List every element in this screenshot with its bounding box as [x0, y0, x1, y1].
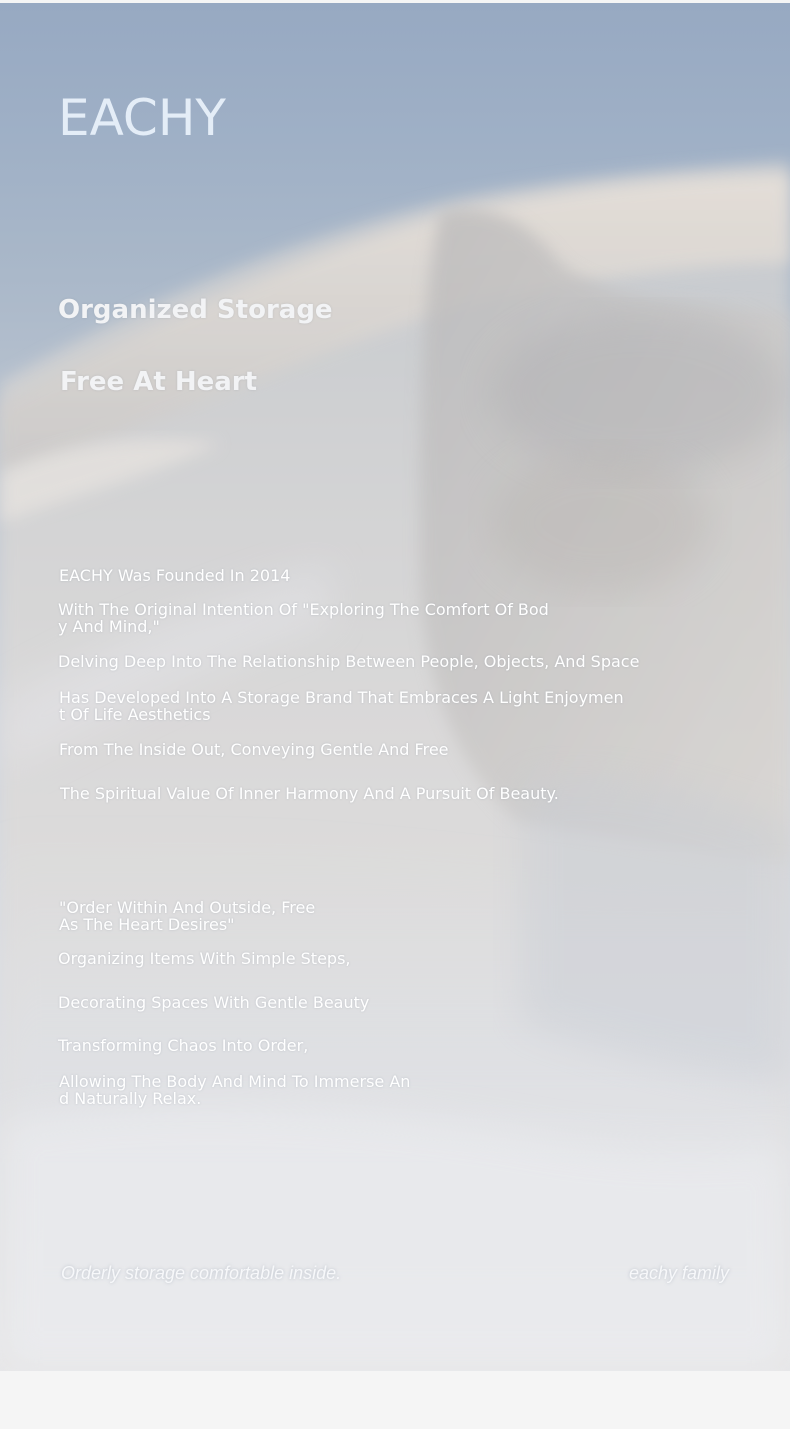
tagline-left: Orderly storage comfortable inside.	[61, 1263, 342, 1283]
page-bottom-band	[0, 1371, 790, 1429]
intro-line: Has Developed Into A Storage Brand That Embraces A Light Enjoymen t Of Life Aesthetics	[59, 688, 624, 724]
intro-line: EACHY Was Founded In 2014	[59, 566, 291, 585]
philosophy-line: Transforming Chaos Into Order,	[58, 1036, 309, 1055]
brand-logo-text: EACHY	[58, 89, 226, 147]
philosophy-quote: "Order Within And Outside, Free As The Heart Desires"	[59, 898, 316, 934]
hero-banner	[0, 3, 790, 1371]
intro-line: With The Original Intention Of "Exploring The Comfort Of Bod y And Mind,"	[58, 600, 549, 636]
headline-organized-storage: Organized Storage	[58, 295, 333, 325]
fabric-background-image	[0, 3, 790, 1371]
intro-line: The Spiritual Value Of Inner Harmony And A Pursuit Of Beauty.	[60, 784, 559, 803]
philosophy-line: Organizing Items With Simple Steps,	[58, 949, 351, 968]
philosophy-line: Decorating Spaces With Gentle Beauty	[58, 993, 370, 1012]
tagline-right: eachy family	[629, 1263, 730, 1283]
philosophy-line: Allowing The Body And Mind To Immerse An d Naturally Relax.	[59, 1072, 411, 1108]
intro-line: Delving Deep Into The Relationship Between People, Objects, And Space	[58, 652, 640, 671]
intro-line: From The Inside Out, Conveying Gentle And Free	[59, 740, 449, 759]
headline-free-at-heart: Free At Heart	[60, 367, 258, 397]
